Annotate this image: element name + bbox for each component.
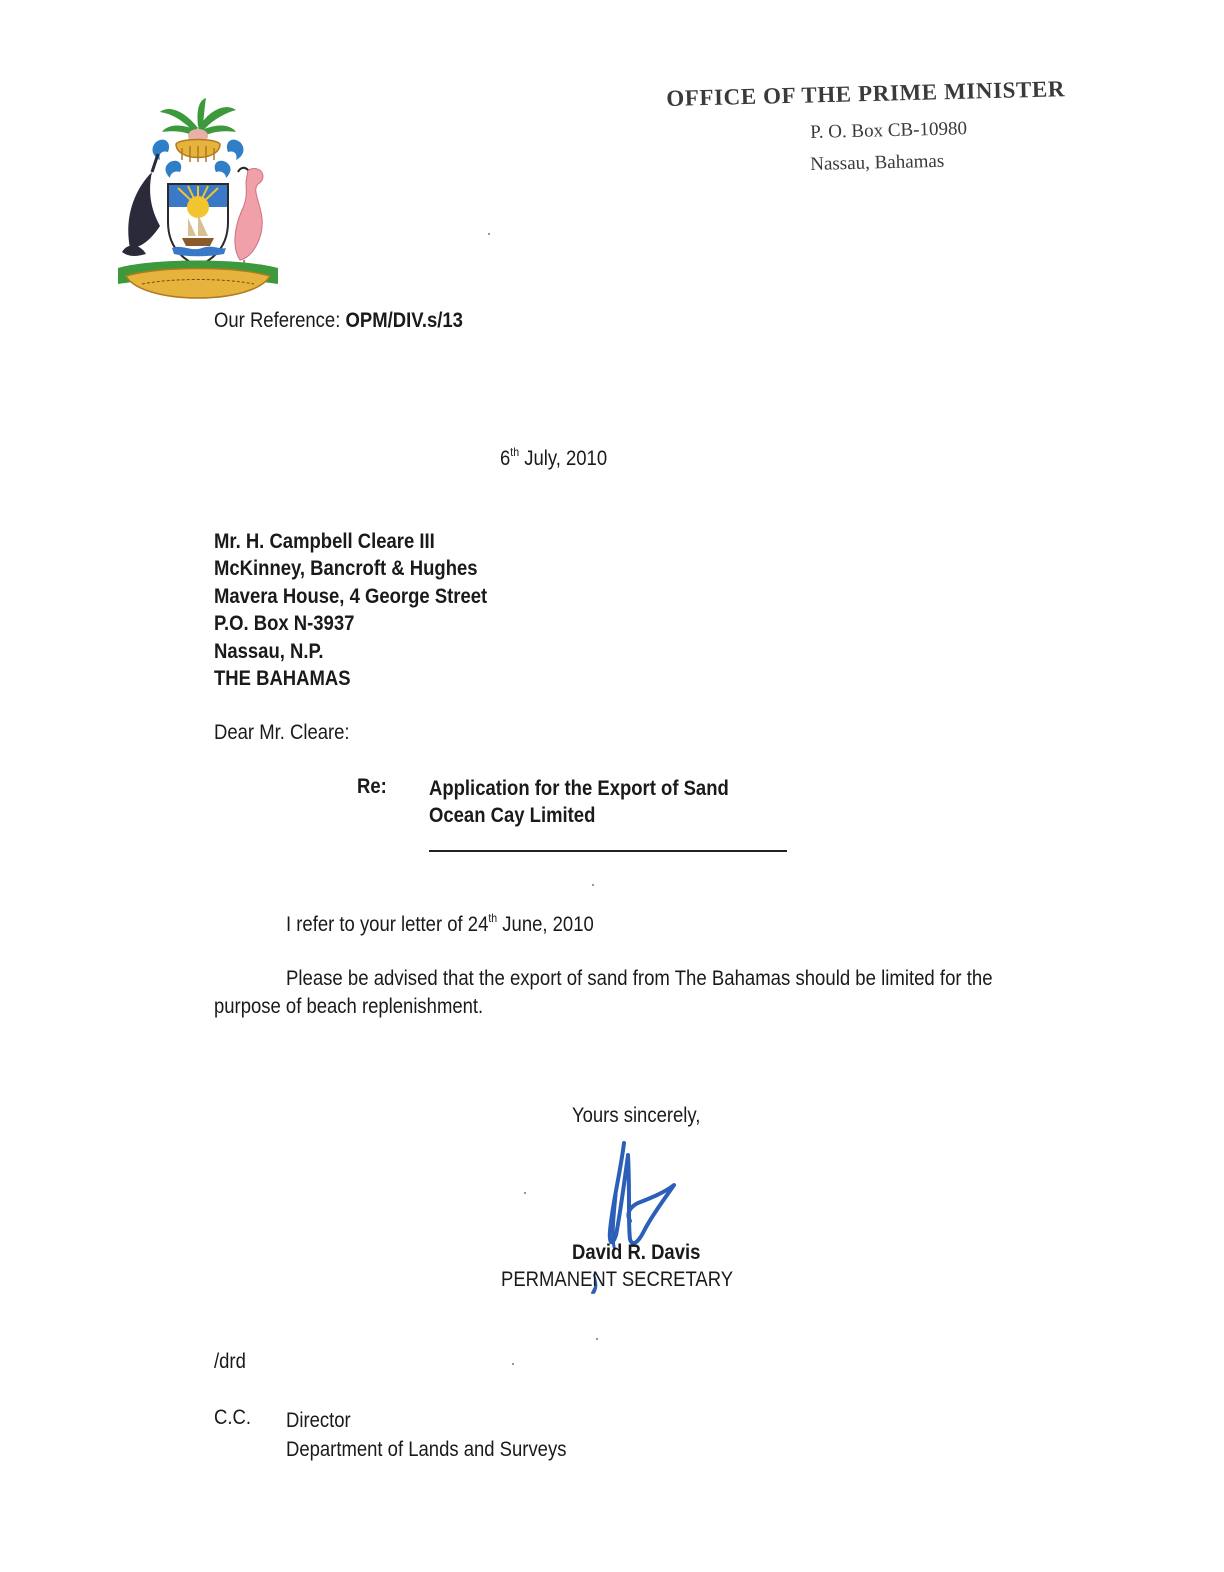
cc-recipients	[286, 1406, 566, 1464]
cc-line: Department of Lands and Surveys	[286, 1438, 567, 1461]
date-rest: July, 2010	[519, 447, 608, 470]
bahamas-coat-of-arms-icon	[112, 98, 284, 302]
refer-rest: June, 2010	[497, 913, 594, 936]
salutation: Dear Mr. Cleare:	[214, 721, 350, 744]
office-po-box: P. O. Box CB-10980	[810, 118, 968, 143]
reference-label: Our Reference:	[214, 309, 341, 332]
address-line: Mavera House, 4 George Street	[214, 584, 488, 608]
valediction: Yours sincerely,	[572, 1104, 701, 1127]
scan-speck	[512, 1363, 514, 1365]
refer-prefix: I refer to your letter of 24	[286, 913, 489, 936]
address-line: Nassau, N.P.	[214, 639, 324, 663]
subject-line: Ocean Cay Limited	[429, 804, 596, 827]
address-line: McKinney, Bancroft & Hughes	[214, 557, 478, 581]
scan-speck	[488, 233, 490, 235]
cc-line: Director	[286, 1409, 351, 1432]
subject-underline	[429, 850, 787, 852]
signer-title: PERMANENT SECRETARY	[501, 1268, 734, 1291]
address-line: P.O. Box N-3937	[214, 612, 355, 636]
address-line: Mr. H. Campbell Cleare III	[214, 530, 435, 553]
reference-value: OPM/DIV.s/13	[345, 309, 463, 332]
reference-line	[214, 309, 463, 333]
subject-label: Re:	[357, 775, 387, 798]
scan-speck	[592, 884, 594, 886]
scan-speck	[524, 1192, 526, 1194]
refer-suffix: th	[488, 911, 498, 925]
office-city: Nassau, Bahamas	[810, 150, 945, 175]
body-paragraph-line: purpose of beach replenishment.	[214, 995, 484, 1018]
scan-speck	[596, 1338, 598, 1340]
refer-paragraph	[286, 913, 594, 937]
subject-lines	[429, 775, 729, 829]
address-line: THE BAHAMAS	[214, 666, 351, 690]
signer-name: David R. Davis	[572, 1241, 701, 1264]
date-suffix: th	[510, 445, 520, 459]
recipient-address	[214, 528, 487, 692]
subject-line: Application for the Export of Sand	[429, 777, 729, 800]
letter-date	[500, 447, 607, 471]
office-title: OFFICE OF THE PRIME MINISTER	[666, 76, 1066, 111]
date-day: 6	[500, 447, 511, 470]
typist-initials: /drd	[214, 1350, 246, 1373]
body-paragraph-line: Please be advised that the export of sand from The Bahamas should be limited for the	[286, 967, 993, 990]
cc-label: C.C.	[214, 1406, 251, 1429]
